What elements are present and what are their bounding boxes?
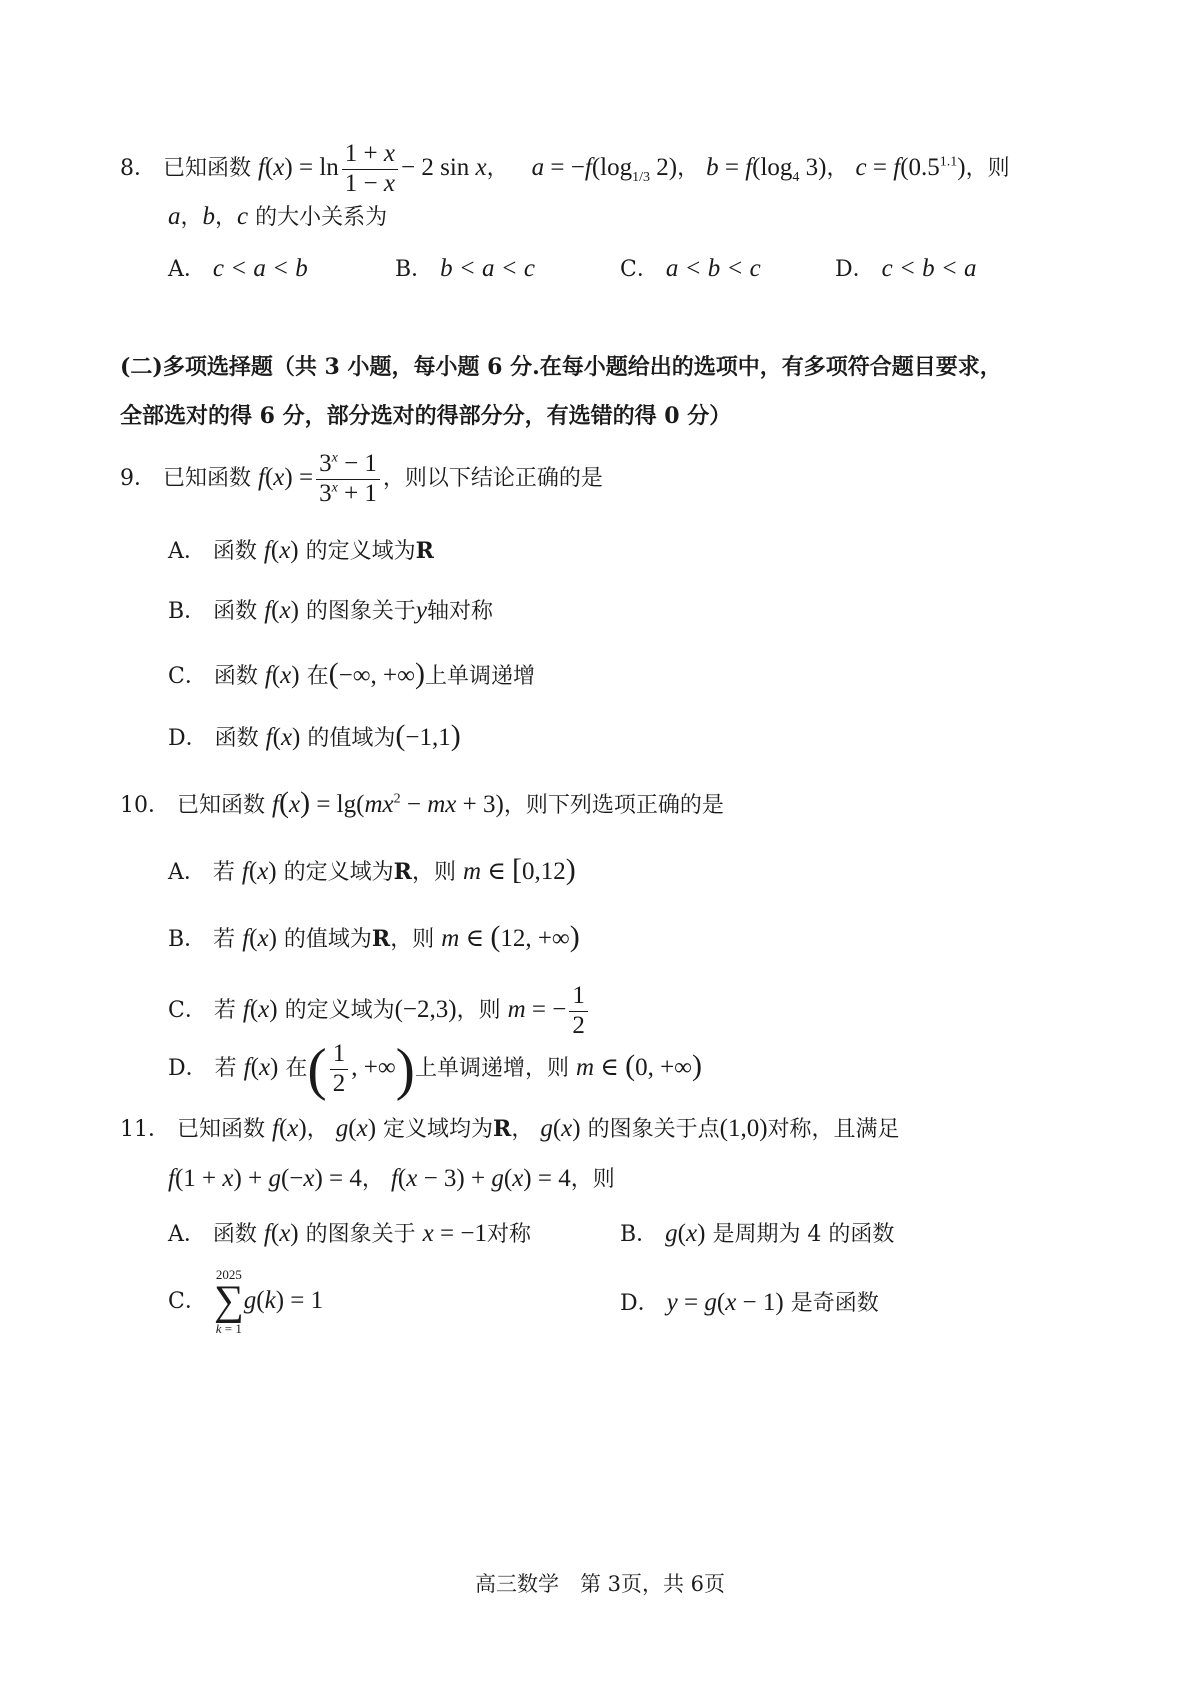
stem-text: ，则 — [965, 155, 1010, 181]
question-10-option-b: B． 若 f(x) 的值域为R，则 m ∈ (12, +∞) — [168, 920, 580, 953]
question-9-option-a: A． 函数 f(x) 的定义域为R — [168, 537, 434, 564]
question-number: 11． — [120, 1117, 170, 1142]
stem-text: 已知函数 — [177, 793, 266, 818]
stem-text: 已知函数 — [177, 1117, 266, 1142]
question-8-option-a — [168, 256, 308, 281]
question-11-line2: f(1 + x) + g(−x) = 4， f(x − 3) + g(x) = 4，则 — [168, 1165, 615, 1192]
option-letter: A． — [168, 257, 206, 282]
option-letter: B． — [395, 257, 434, 282]
question-number: 9． — [120, 465, 156, 491]
option-expression: b < a < c — [440, 255, 536, 282]
option-letter: D． — [835, 257, 875, 282]
option-letter: B． — [168, 599, 207, 624]
function-definition: f(x) = ln $\frac{1 + x}{1 - x}$ − 2 sin x — [258, 140, 487, 197]
option-letter: B． — [168, 927, 207, 952]
question-11-option-c: C． 2025 ∑ k = 1 g(k) = 1 — [168, 1267, 324, 1337]
option-letter: C． — [168, 1288, 207, 1314]
question-9-option-b: B． 函数 f(x) 的图象关于y轴对称 — [168, 597, 494, 624]
question-8-option-d — [835, 256, 976, 281]
question-8-stem: 8． 已知函数 f(x) = ln $\frac{1 + x}{1 - x}$ − 2 sin x， $a = -f(\log_{1/3}$ 2)， $b = f(\log_4$ 3)， $c = f(0.5^{1.1})$，则 — [120, 140, 1010, 197]
value-a: $a = -f(\log_{1/3}$ 2) — [531, 153, 678, 185]
question-8-option-b — [395, 256, 535, 281]
option-letter: D． — [168, 726, 208, 751]
stem-text: 的大小关系为 — [255, 205, 388, 230]
option-letter: A． — [168, 1222, 206, 1247]
value-b: $b = f(\log_4$ 3) — [706, 153, 827, 185]
option-letter: A． — [168, 860, 206, 885]
option-expression: c < b < a — [881, 255, 977, 282]
question-11-option-b: B． g(x) 是周期为 4 的函数 — [620, 1220, 895, 1247]
section-heading-line1: (二)多项选择题（共 3 小题，每小题 6 分.在每小题给出的选项中，有多项符合题目要求， — [120, 354, 1002, 380]
question-9-option-d: D． 函数 f(x) 的值域为(−1,1) — [168, 719, 461, 752]
option-expression: c < a < b — [212, 255, 308, 282]
section-heading-line2: 全部选对的得 6 分，部分选对的得部分分，有选错的得 0 分） — [120, 403, 732, 429]
page-footer: 高三数学 第 3页，共 6页 — [474, 1572, 726, 1596]
question-10-option-d: D． 若 f(x) 在( $\frac{1}{2}$ , +∞)上单调递增，则 m ∈ (0, +∞) — [168, 1036, 702, 1102]
option-letter: C． — [168, 664, 207, 689]
stem-text: 已知函数 — [163, 155, 252, 181]
question-10-option-a: A． 若 f(x) 的定义域为R，则 m ∈ [0,12) — [168, 853, 576, 886]
question-11-option-a: A． 函数 f(x) 的图象关于 x = −1对称 — [168, 1220, 531, 1247]
question-9-option-c: C． 函数 f(x) 在(−∞, +∞)上单调递增 — [168, 657, 535, 690]
question-number: 10． — [120, 793, 170, 818]
question-8-line2: a，b，c 的大小关系为 — [168, 203, 388, 230]
option-letter: D． — [168, 1055, 208, 1081]
question-10-option-c: C． 若 f(x) 的定义域为(−2,3)，则 m = − $\frac{1}{2}$ — [168, 982, 591, 1041]
function-definition: $f(x) = \lg(mx^2$ − mx + 3) — [272, 786, 504, 819]
option-letter: A． — [168, 539, 206, 564]
condition-2: f(x − 3) + g(x) = 4 — [390, 1165, 571, 1192]
value-c: $c = f(0.5^{1.1})$ — [855, 153, 966, 181]
function-definition: f(x) = $\frac{3^x - 1}{3^x + 1}$ — [258, 464, 383, 491]
question-10-stem — [120, 788, 724, 818]
variables-abc: a — [168, 203, 181, 230]
option-letter: B． — [620, 1222, 659, 1247]
stem-text: ，则下列选项正确的是 — [503, 793, 724, 818]
condition-1: f(1 + x) + g(−x) = 4 — [168, 1165, 362, 1192]
stem-text: 已知函数 — [163, 465, 252, 491]
question-8-option-c — [620, 256, 761, 281]
question-number: 8． — [120, 155, 156, 181]
question-11-option-d: D． y = g(x − 1) 是奇函数 — [620, 1289, 879, 1316]
option-letter: C． — [620, 257, 659, 282]
option-expression: a < b < c — [665, 255, 761, 282]
stem-text: ，则以下结论正确的是 — [382, 465, 603, 491]
option-letter: C． — [168, 997, 207, 1023]
question-9-stem — [120, 450, 603, 509]
option-letter: D． — [620, 1291, 660, 1316]
question-11-stem: 11． 已知函数 f(x)， g(x) 定义域均为R， g(x) 的图象关于点(1,0)对称，且满足 — [120, 1115, 900, 1142]
